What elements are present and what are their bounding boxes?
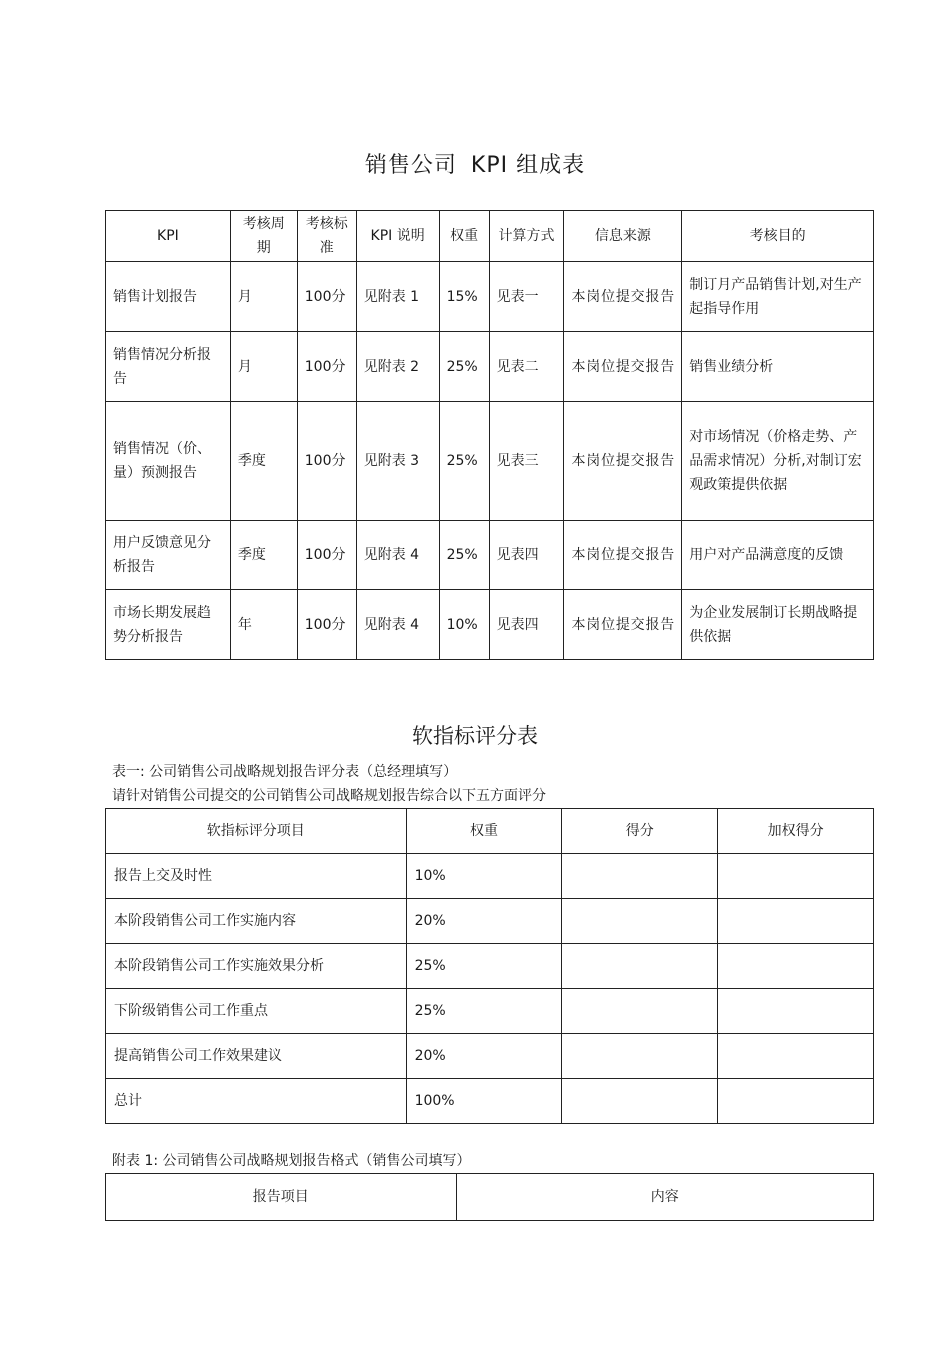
kpi-header-row	[106, 211, 874, 262]
kpi-period: 月	[230, 262, 297, 332]
soft-item: 报告上交及时性	[106, 854, 407, 899]
weighted-score-cell[interactable]	[718, 944, 874, 989]
kpi-standard: 100分	[297, 332, 356, 402]
soft-row	[106, 944, 874, 989]
kpi-desc: 见附表 2	[356, 332, 439, 402]
soft-item: 总计	[106, 1079, 407, 1124]
weighted-score-cell[interactable]	[718, 1034, 874, 1079]
kpi-name: 市场长期发展趋势分析报告	[106, 590, 231, 660]
soft-section-title: 软指标评分表	[412, 724, 538, 748]
soft-weight: 25%	[406, 989, 562, 1034]
kpi-source: 本岗位提交报告	[564, 402, 682, 521]
kpi-table	[105, 210, 874, 660]
kpi-row	[106, 402, 874, 521]
kpi-name: 销售计划报告	[106, 262, 231, 332]
kpi-desc: 见附表 4	[356, 590, 439, 660]
kpi-weight: 25%	[439, 332, 489, 402]
soft-row	[106, 854, 874, 899]
soft-row	[106, 899, 874, 944]
appendix-table	[105, 1173, 874, 1221]
soft-row	[106, 989, 874, 1034]
kpi-name: 用户反馈意见分析报告	[106, 521, 231, 590]
header-weight: 权重	[406, 809, 562, 854]
weighted-score-cell[interactable]	[718, 1079, 874, 1124]
soft-score-table	[105, 808, 874, 1124]
soft-item: 本阶段销售公司工作实施效果分析	[106, 944, 407, 989]
score-cell[interactable]	[562, 899, 718, 944]
kpi-row	[106, 590, 874, 660]
kpi-calc: 见表四	[489, 521, 564, 590]
kpi-standard: 100分	[297, 402, 356, 521]
kpi-desc: 见附表 1	[356, 262, 439, 332]
weighted-score-cell[interactable]	[718, 899, 874, 944]
weighted-score-cell[interactable]	[718, 989, 874, 1034]
kpi-calc: 见表二	[489, 332, 564, 402]
kpi-desc: 见附表 4	[356, 521, 439, 590]
header-desc: KPI 说明	[356, 211, 439, 262]
appendix-note: 附表 1: 公司销售公司战略规划报告格式（销售公司填写）	[112, 1153, 471, 1169]
header-period: 考核周期	[230, 211, 297, 262]
kpi-calc: 见表四	[489, 590, 564, 660]
kpi-weight: 25%	[439, 521, 489, 590]
kpi-row	[106, 262, 874, 332]
soft-note-2: 请针对销售公司提交的公司销售公司战略规划报告综合以下五方面评分	[112, 788, 546, 804]
kpi-purpose: 销售业绩分析	[682, 332, 874, 402]
kpi-period: 季度	[230, 521, 297, 590]
header-standard: 考核标准	[297, 211, 356, 262]
header-weighted-score: 加权得分	[718, 809, 874, 854]
kpi-row	[106, 332, 874, 402]
header-score: 得分	[562, 809, 718, 854]
score-cell[interactable]	[562, 944, 718, 989]
kpi-period: 季度	[230, 402, 297, 521]
soft-note-1: 表一: 公司销售公司战略规划报告评分表（总经理填写）	[112, 764, 458, 780]
soft-weight: 100%	[406, 1079, 562, 1124]
kpi-purpose: 用户对产品满意度的反馈	[682, 521, 874, 590]
kpi-weight: 15%	[439, 262, 489, 332]
kpi-purpose: 对市场情况（价格走势、产品需求情况）分析,对制订宏观政策提供依据	[682, 402, 874, 521]
soft-weight: 20%	[406, 1034, 562, 1079]
page-title	[0, 148, 950, 179]
soft-weight: 20%	[406, 899, 562, 944]
soft-item: 提高销售公司工作效果建议	[106, 1034, 407, 1079]
kpi-name: 销售情况（价、量）预测报告	[106, 402, 231, 521]
kpi-source: 本岗位提交报告	[564, 332, 682, 402]
kpi-source: 本岗位提交报告	[564, 590, 682, 660]
soft-item: 本阶段销售公司工作实施内容	[106, 899, 407, 944]
header-item: 软指标评分项目	[106, 809, 407, 854]
header-kpi: KPI	[106, 211, 231, 262]
kpi-purpose: 制订月产品销售计划,对生产起指导作用	[682, 262, 874, 332]
header-content: 内容	[456, 1174, 873, 1221]
soft-weight: 25%	[406, 944, 562, 989]
weighted-score-cell[interactable]	[718, 854, 874, 899]
kpi-standard: 100分	[297, 262, 356, 332]
title-main: 销售公司	[364, 153, 457, 178]
title-kpi: KPI 组成表	[470, 153, 586, 178]
kpi-standard: 100分	[297, 590, 356, 660]
kpi-weight: 25%	[439, 402, 489, 521]
header-source: 信息来源	[564, 211, 682, 262]
soft-item: 下阶级销售公司工作重点	[106, 989, 407, 1034]
kpi-row	[106, 521, 874, 590]
soft-header-row	[106, 809, 874, 854]
kpi-standard: 100分	[297, 521, 356, 590]
kpi-period: 年	[230, 590, 297, 660]
score-cell[interactable]	[562, 1034, 718, 1079]
kpi-source: 本岗位提交报告	[564, 521, 682, 590]
header-calc: 计算方式	[489, 211, 564, 262]
kpi-desc: 见附表 3	[356, 402, 439, 521]
kpi-name: 销售情况分析报告	[106, 332, 231, 402]
score-cell[interactable]	[562, 854, 718, 899]
appendix-header-row	[106, 1174, 874, 1221]
header-weight: 权重	[439, 211, 489, 262]
header-report-item: 报告项目	[106, 1174, 457, 1221]
score-cell[interactable]	[562, 1079, 718, 1124]
kpi-period: 月	[230, 332, 297, 402]
kpi-purpose: 为企业发展制订长期战略提供依据	[682, 590, 874, 660]
kpi-calc: 见表三	[489, 402, 564, 521]
kpi-source: 本岗位提交报告	[564, 262, 682, 332]
soft-row	[106, 1034, 874, 1079]
header-purpose: 考核目的	[682, 211, 874, 262]
kpi-calc: 见表一	[489, 262, 564, 332]
kpi-weight: 10%	[439, 590, 489, 660]
soft-total-row	[106, 1079, 874, 1124]
soft-weight: 10%	[406, 854, 562, 899]
score-cell[interactable]	[562, 989, 718, 1034]
